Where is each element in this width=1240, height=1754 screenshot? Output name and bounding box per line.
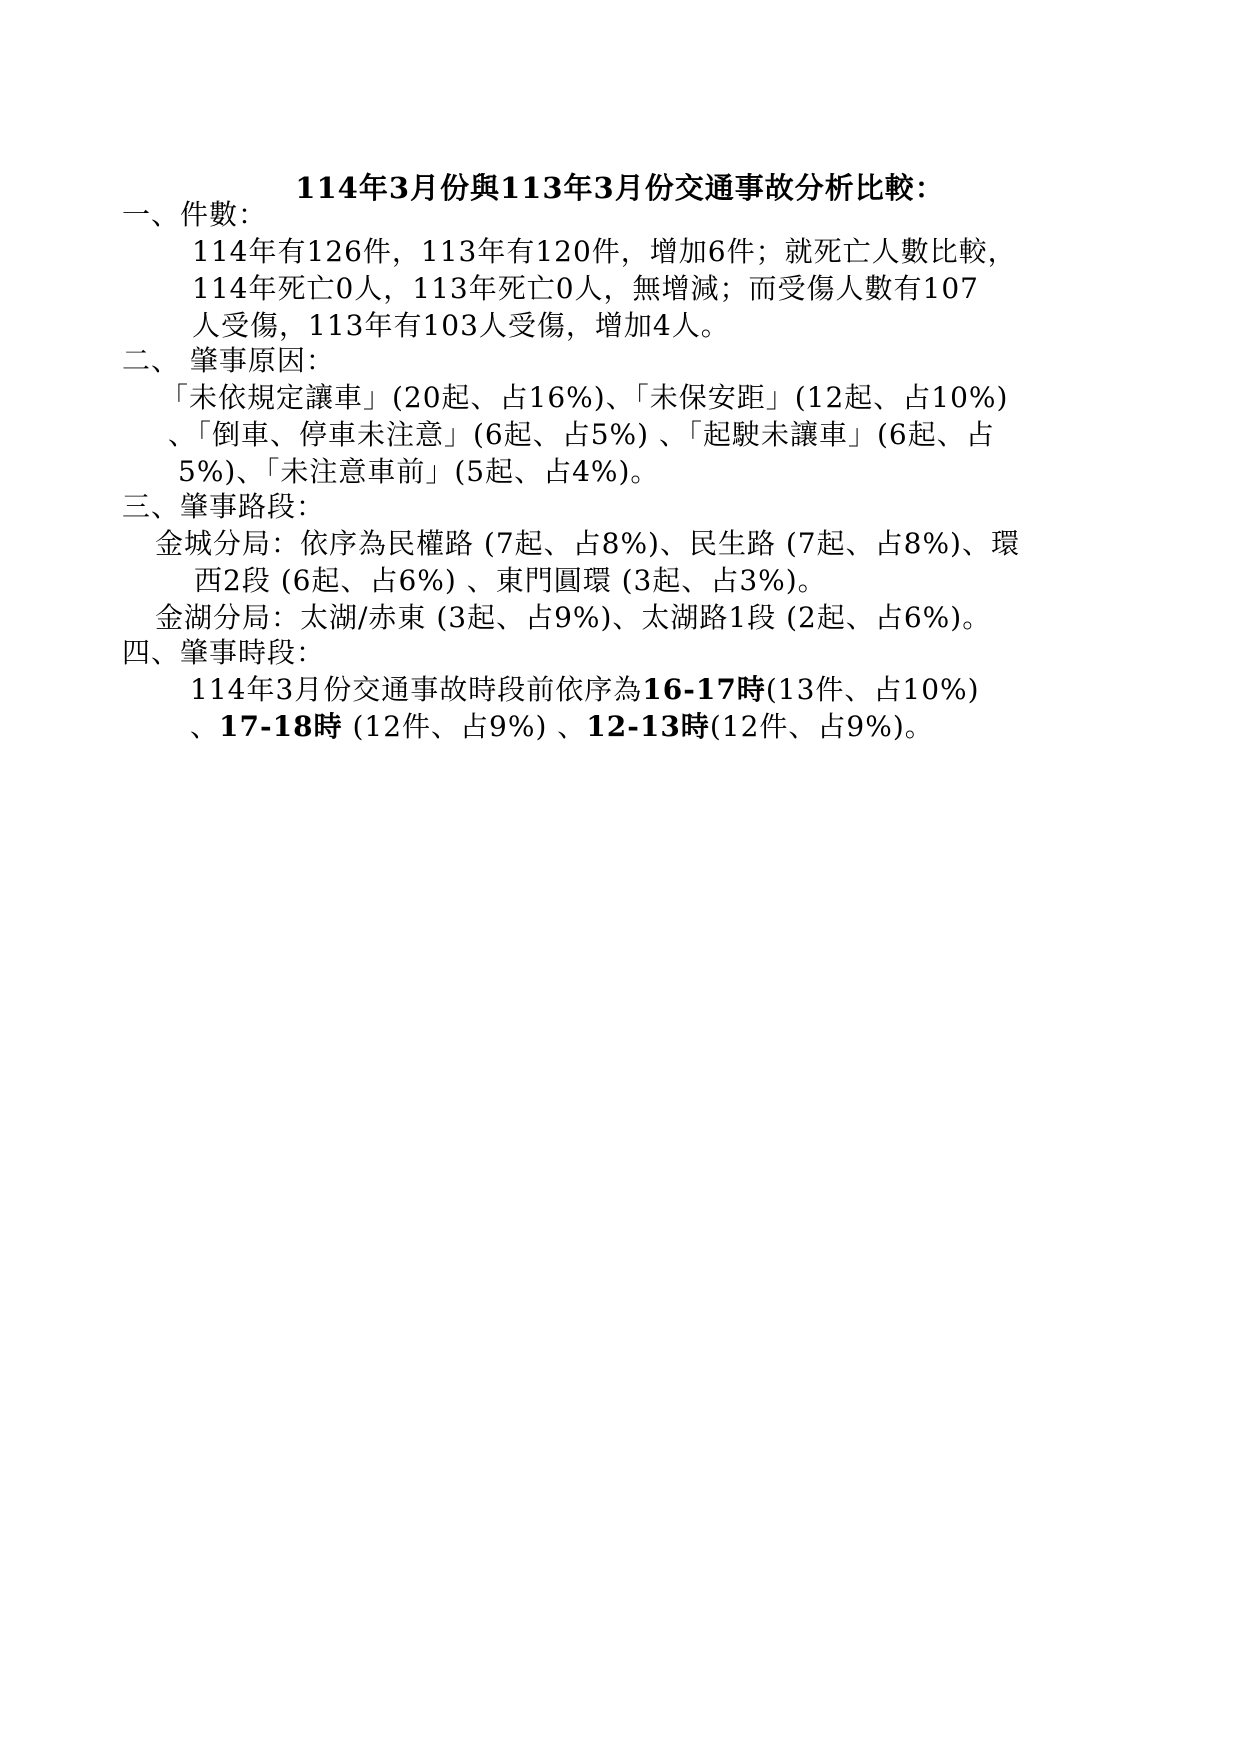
time-lead-separator: 、: [190, 710, 220, 743]
section-time-heading: 四、肇事時段：: [122, 636, 326, 669]
section-causes-line: 5%)、「未注意車前」(5起、占4%)。: [178, 455, 660, 488]
time-slot-3: 12-13時: [586, 710, 710, 743]
section-causes-heading: 二、 肇事原因：: [122, 344, 335, 377]
time-intro-text: 114年3月份交通事故時段前依序為: [190, 673, 643, 706]
time-slot-1-detail: (13件、占10%): [765, 673, 980, 706]
section-road-line: 西2段 (6起、占6%) 、東門圓環 (3起、占3%)。: [194, 564, 827, 597]
section-count-line: 人受傷，113年有103人受傷，增加4人。: [192, 309, 730, 342]
section-time-line: [190, 710, 934, 744]
document-title: 114年3月份與113年3月份交通事故分析比較：: [295, 171, 945, 205]
section-time-line: [190, 673, 980, 707]
section-road-line: 金城分局：依序為民權路 (7起、占8%)、民生路 (7起、占8%)、環: [155, 527, 1020, 560]
section-causes-line: 「未依規定讓車」(20起、占16%)、「未保安距」(12起、占10%): [160, 381, 1009, 414]
section-count-line: 114年死亡0人，113年死亡0人，無增減；而受傷人數有107: [192, 272, 979, 305]
time-slot-1: 16-17時: [642, 673, 766, 706]
section-count-heading: 一、件數：: [122, 198, 268, 231]
section-road-heading: 三、肇事路段：: [122, 490, 326, 523]
time-slot-2-detail: (12件、占9%) 、: [342, 710, 587, 743]
section-road-line: 金湖分局：太湖/赤東 (3起、占9%)、太湖路1段 (2起、占6%)。: [155, 601, 992, 634]
section-count-line: 114年有126件，113年有120件，增加6件；就死亡人數比較，: [192, 235, 1017, 268]
time-slot-3-detail: (12件、占9%)。: [709, 710, 934, 743]
section-causes-line: 、「倒車、停車未注意」(6起、占5%) 、「起駛未讓車」(6起、占: [168, 418, 995, 451]
time-slot-2: 17-18時: [219, 710, 343, 743]
